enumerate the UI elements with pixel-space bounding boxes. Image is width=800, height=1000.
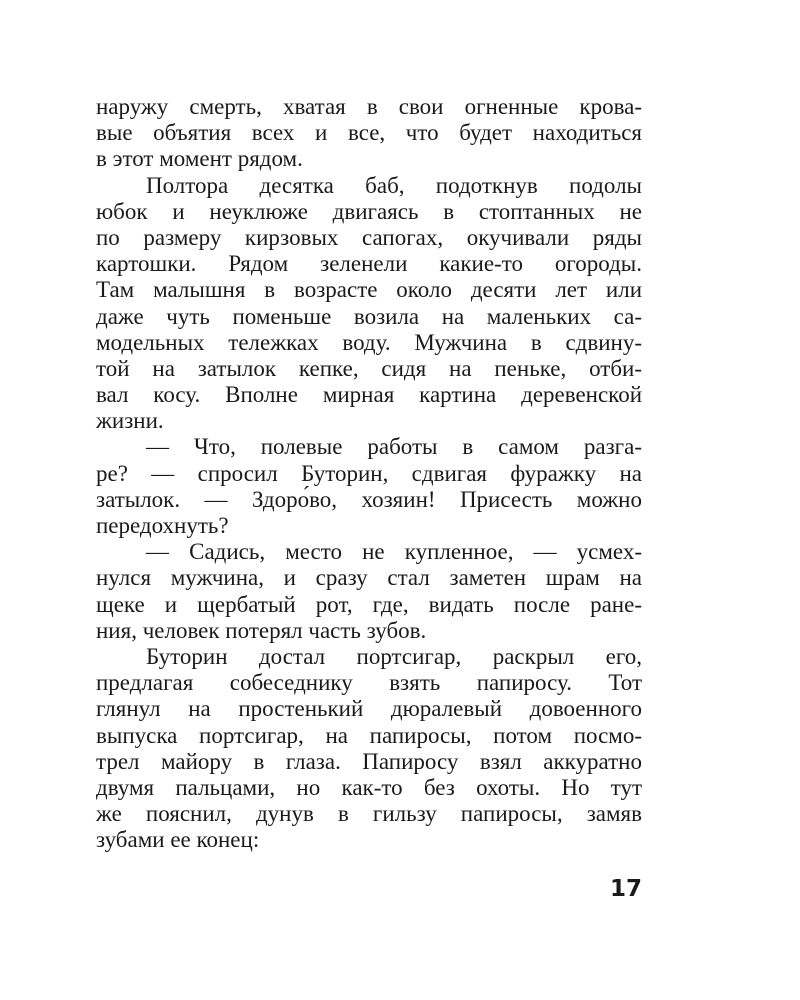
text-line: в этот момент рядом. (96, 146, 303, 172)
text-line: жизни. (96, 408, 164, 434)
text-line: зубами ее конец: (96, 827, 260, 853)
text-line: вые объятия всех и все, что будет находиться (96, 120, 642, 146)
text-line: Полтора десятка баб, подоткнув подолы (146, 172, 642, 198)
text-line: щеке и щербатый рот, где, видать после ране- (96, 591, 642, 617)
text-line: же пояснил, дунув в гильзу папиросы, замяв (96, 801, 642, 827)
text-line: двумя пальцами, но как-то без охоты. Но тут (96, 774, 642, 800)
text-line: ния, человек потерял часть зубов. (96, 617, 427, 643)
text-line: трел майору в глаза. Папиросу взял аккуратно (96, 748, 642, 774)
text-line: передохнуть? (96, 513, 229, 538)
text-line: модельных тележках воду. Мужчина в сдвину- (96, 329, 642, 355)
text-line: Буторин достал портсигар, раскрыл его, (146, 643, 642, 669)
text-line: даже чуть поменьше возила на маленьких са- (96, 303, 642, 329)
text-line: Там малышня в возрасте около десяти лет или (96, 277, 642, 303)
text-line: глянул на простенький дюралевый довоенного (96, 696, 642, 722)
text-line: затылок. — Здоро́во, хозяин! Присесть можно (96, 486, 642, 512)
text-line: картошки. Рядом зеленели какие-то огороды. (96, 251, 642, 277)
text-line: выпуска портсигар, на папиросы, потом посмо- (96, 722, 642, 748)
text-line: той на затылок кепке, сидя на пеньке, отби- (96, 355, 642, 381)
text-line: — Что, полевые работы в самом разга- (146, 434, 642, 460)
page-number: 17 (609, 876, 642, 902)
text-line: предлагая собеседнику взять папиросу. Тот (96, 670, 642, 696)
text-line: вал косу. Вполне мирная картина деревенской (96, 382, 642, 408)
text-line: нулся мужчина, и сразу стал заметен шрам на (96, 565, 642, 591)
text-line: юбок и неуклюже двигаясь в стоптанных не (96, 198, 642, 224)
text-line: — Садись, место не купленное, — усмех- (146, 539, 642, 565)
text-line: наружу смерть, хватая в свои огненные крова- (96, 94, 642, 119)
text-line: ре? — спросил Буторин, сдвигая фуражку на (96, 460, 642, 486)
body-text (96, 94, 642, 853)
text-line: по размеру кирзовых сапогах, окучивали ряды (96, 224, 642, 250)
